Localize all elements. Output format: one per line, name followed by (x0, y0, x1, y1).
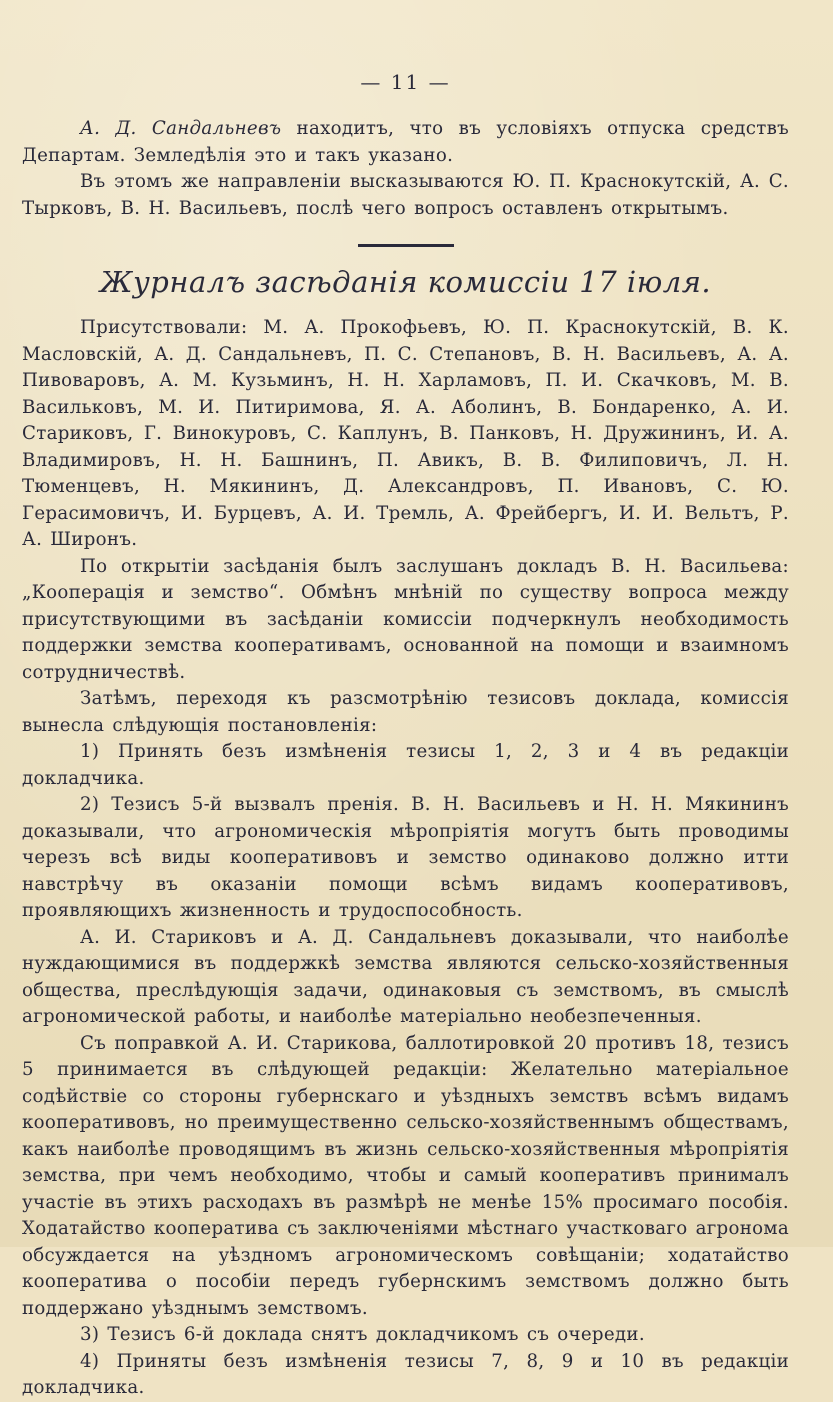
starikov-paragraph: А. И. Стариковъ и А. Д. Сандальневъ доказывали, что наиболѣе нуждающимися въ поддержкѣ земства являются сельско-хозяйственныя общества, преслѣдующія задачи, одинаковыя съ земствомъ, въ смыслѣ агрономической работы, и наиболѣе матеріально необезпеченныя. (22, 926, 789, 1027)
opening-paragraph: По открытіи засѣданія былъ заслушанъ докладъ В. Н. Васильева: „Кооперація и земство“. Обмѣнъ мнѣній по существу вопроса между присутствующими въ засѣданіи комиссіи подчеркнулъ необходимость поддержки земства кооперативамъ, основанной на помощи и взаимномъ сотрудничествѣ. (22, 555, 789, 683)
resolution-item-4: 4) Приняты безъ измѣненія тезисы 7, 8, 9 и 10 въ редакціи докладчика. (22, 1350, 789, 1398)
page-number: — 11 — (360, 70, 451, 94)
amendment-paragraph: Съ поправкой А. И. Старикова, баллотировкой 20 противъ 18, тезисъ 5 принимается въ слѣдующей редакціи: Желательно матеріальное содѣйствіе со стороны губернскаго и уѣздныхъ земствъ всѣмъ видамъ кооперативовъ, но преимущественно сельско-хозяйственнымъ обществамъ, какъ наиболѣе проводящимъ въ жизнь сельско-хозяйственныя мѣропріятія земства, при чемъ необходимо, чтобы и самый кооперативъ принималъ участіе въ этихъ расходахъ въ размѣрѣ не менѣе 15% просимаго пособія. Ходатайство кооператива съ заключеніями мѣстнаго участковаго агронома обсуждается на уѣздномъ агрономическомъ совѣщаніи; ходатайство кооператива о пособіи передъ губернскимъ земствомъ должно быть поддержано уѣзднымъ земствомъ. (22, 1032, 789, 1319)
intro-paragraph-1-text: находитъ, что въ условіяхъ отпуска средствъ Департам. Земледѣлія это и такъ указано. (22, 118, 789, 166)
intro-paragraph-2: Въ этомъ же направленіи высказываются Ю. П. Краснокутскій, А. С. Тырковъ, В. Н. Васильевъ, послѣ чего вопросъ оставленъ открытымъ. (22, 171, 789, 219)
resolution-item-2: 2) Тезисъ 5-й вызвалъ пренія. В. Н. Васильевъ и Н. Н. Мякининъ доказывали, что агрономическія мѣропріятія могутъ быть проводимы черезъ всѣ виды кооперативовъ и земство одинаково должно итти навстрѣчу въ оказаніи помощи всѣмъ видамъ кооперативовъ, проявляющихъ жизненность и трудоспособность. (22, 794, 789, 921)
speaker-name: А. Д. Сандальневъ (80, 118, 282, 139)
resolution-item-1: 1) Принять безъ измѣненія тезисы 1, 2, 3 и 4 въ редакціи докладчика. (22, 741, 789, 789)
section-heading: Журналъ засѣданія комиссіи 17 іюля. (99, 265, 712, 299)
intro-paragraph-1 (22, 116, 789, 169)
theses-intro-paragraph: Затѣмъ, переходя къ разсмотрѣнію тезисовъ доклада, комиссія вынесла слѣдующія постановленія: (22, 688, 789, 736)
attendees-paragraph: Присутствовали: М. А. Прокофьевъ, Ю. П. Краснокутскій, В. К. Масловскій, А. Д. Сандальневъ, П. С. Степановъ, В. Н. Васильевъ, А. А. Пивоваровъ, А. М. Кузьминъ, Н. Н. Харламовъ, П. И. Скачковъ, М. В. Васильковъ, М. И. Питиримова, Я. А. Аболинъ, В. Бондаренко, А. И. Стариковъ, Г. Винокуровъ, С. Каплунъ, В. Панковъ, Н. Дружининъ, И. А. Владимировъ, Н. Н. Башнинъ, П. Авикъ, В. В. Филиповичъ, Л. Н. Тюменцевъ, Н. Мякининъ, Д. Александровъ, П. Ивановъ, С. Ю. Герасимовичъ, И. Бурцевъ, А. И. Тремль, А. Фрейбергъ, И. И. Вельтъ, Р. А. Широнъ. (22, 317, 789, 550)
section-divider (358, 244, 454, 247)
resolution-item-3: 3) Тезисъ 6-й доклада снятъ докладчикомъ съ очереди. (80, 1324, 645, 1345)
